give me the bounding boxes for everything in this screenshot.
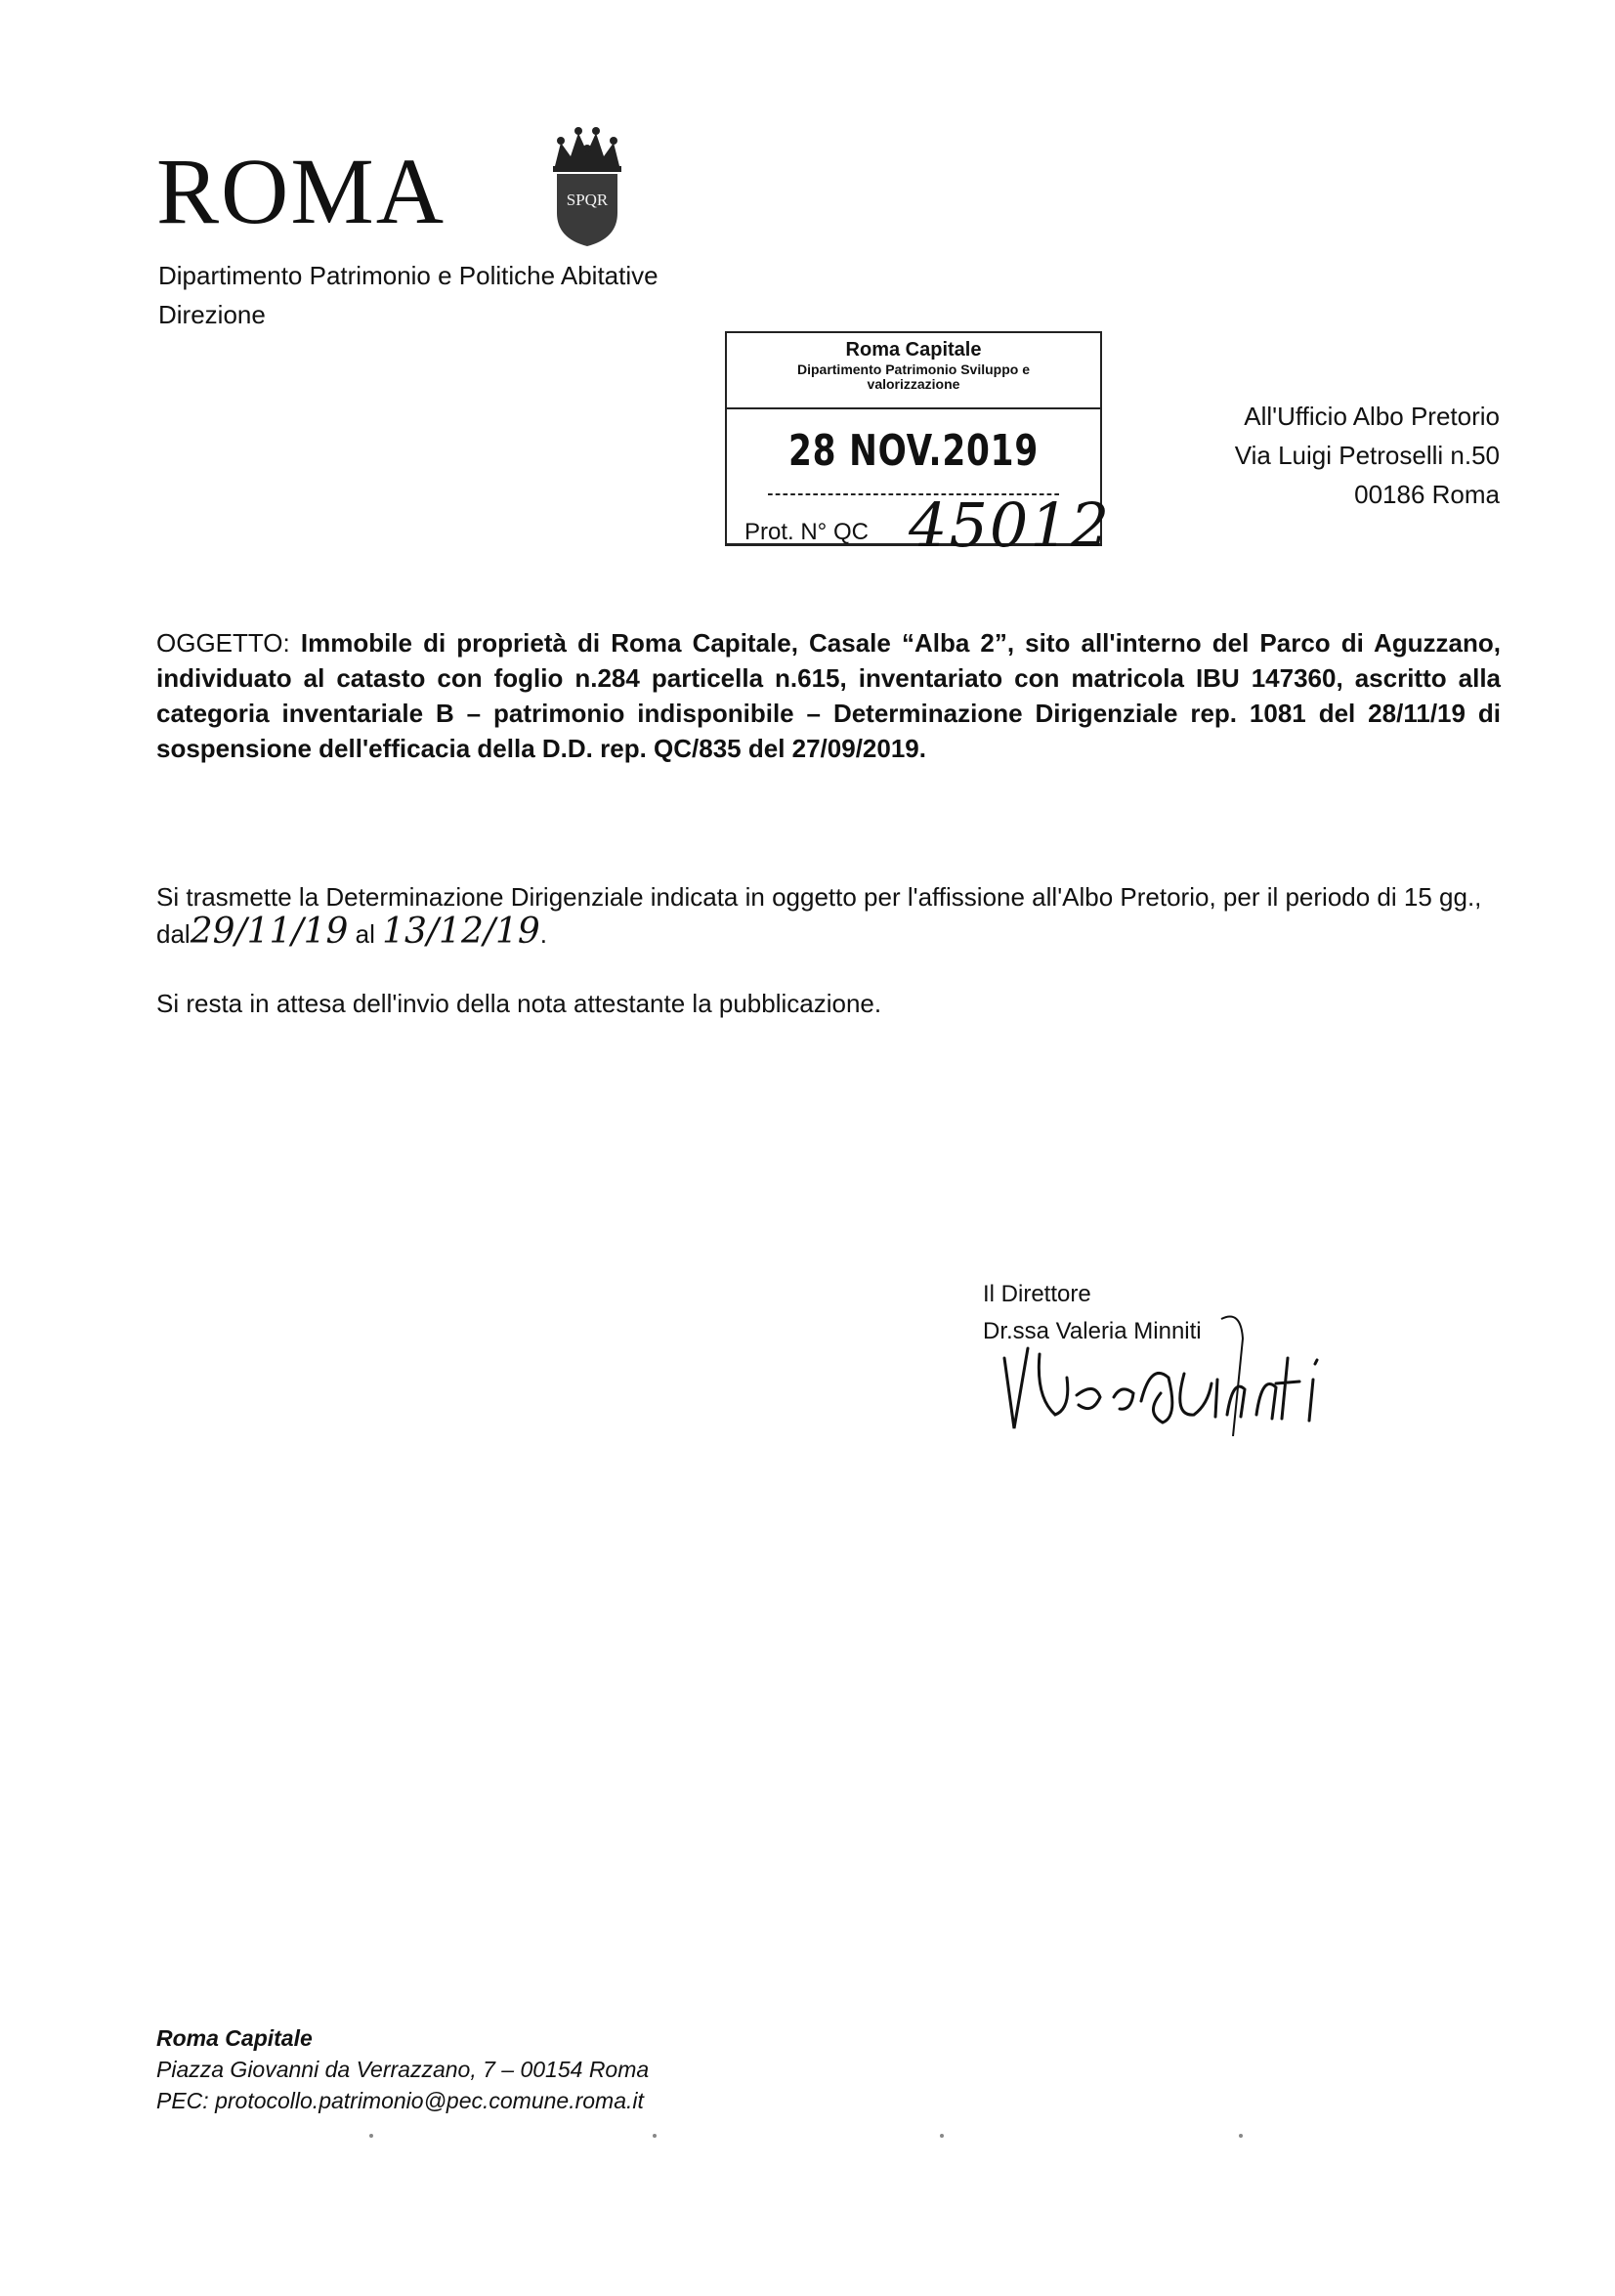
recipient-street: Via Luigi Petroselli n.50 (1234, 441, 1500, 470)
department-name: Dipartimento Patrimonio e Politiche Abitative (158, 261, 659, 290)
footer (156, 2022, 649, 2116)
closing-paragraph: Si resta in attesa dell'invio della nota attestante la pubblicazione. (156, 989, 882, 1018)
roma-crest-icon (543, 125, 631, 247)
publication-date-from: 29/11/19 (190, 912, 349, 952)
transmission-text: Si trasmette la Determinazione Dirigenziale indicata in oggetto per l'affissione all'Albo Pretorio, per il periodo di 15 gg., dal (156, 882, 1482, 949)
protocol-stamp (725, 331, 1112, 561)
handwritten-signature (977, 1299, 1348, 1436)
stamp-org: Roma Capitale (845, 339, 982, 361)
recipient-address (1235, 397, 1500, 514)
scan-mark (653, 2134, 657, 2138)
subject-label: OGGETTO: (156, 628, 290, 658)
department-heading (158, 256, 659, 334)
signer-name: Dr.ssa Valeria Minniti (983, 1318, 1202, 1344)
roma-logo-text: ROMA (156, 139, 446, 243)
recipient-office: All'Ufficio Albo Pretorio (1244, 402, 1500, 431)
scan-mark (1239, 2134, 1243, 2138)
scan-mark (369, 2134, 373, 2138)
stamp-protocol-row (727, 489, 1112, 561)
subject-text: Immobile di proprietà di Roma Capitale, Casale “Alba 2”, sito all'interno del Parco di Aguzzano, individuato al catasto con foglio n.284 particella n.615, inventariato con matricola IBU 147360, ascritto alla categoria inventariale B – patrimonio indisponibile – Determinazione Dirigenziale rep. 1081 del 28/11/19 di sospensione dell'efficacia della D.D. rep. QC/835 del 27/09/2019. (156, 628, 1501, 763)
transmission-end: . (539, 919, 548, 949)
signer-title: Il Direttore (983, 1281, 1091, 1307)
svg-text:SPQR: SPQR (566, 191, 609, 209)
stamp-department: Dipartimento Patrimonio Sviluppo e (796, 361, 1031, 377)
footer-org: Roma Capitale (156, 2025, 313, 2051)
transmission-paragraph (156, 879, 1505, 952)
stamp-date: 28 NOV.2019 (768, 409, 1059, 495)
stamp-header (727, 339, 1100, 409)
stamp-department-cont: valorizzazione (867, 376, 960, 392)
date-connector: al (355, 919, 375, 949)
scan-mark (940, 2134, 944, 2138)
footer-address: Piazza Giovanni da Verrazzano, 7 – 00154 Roma (156, 2057, 650, 2082)
recipient-city: 00186 Roma (1354, 480, 1500, 509)
subject-block (156, 625, 1501, 766)
protocol-label: Prot. N° QC (744, 519, 869, 545)
footer-pec: PEC: protocollo.patrimonio@pec.comune.roma.it (156, 2088, 644, 2113)
publication-date-to: 13/12/19 (382, 912, 540, 952)
office-name: Direzione (158, 300, 266, 329)
protocol-number: 45012 (909, 489, 1112, 561)
